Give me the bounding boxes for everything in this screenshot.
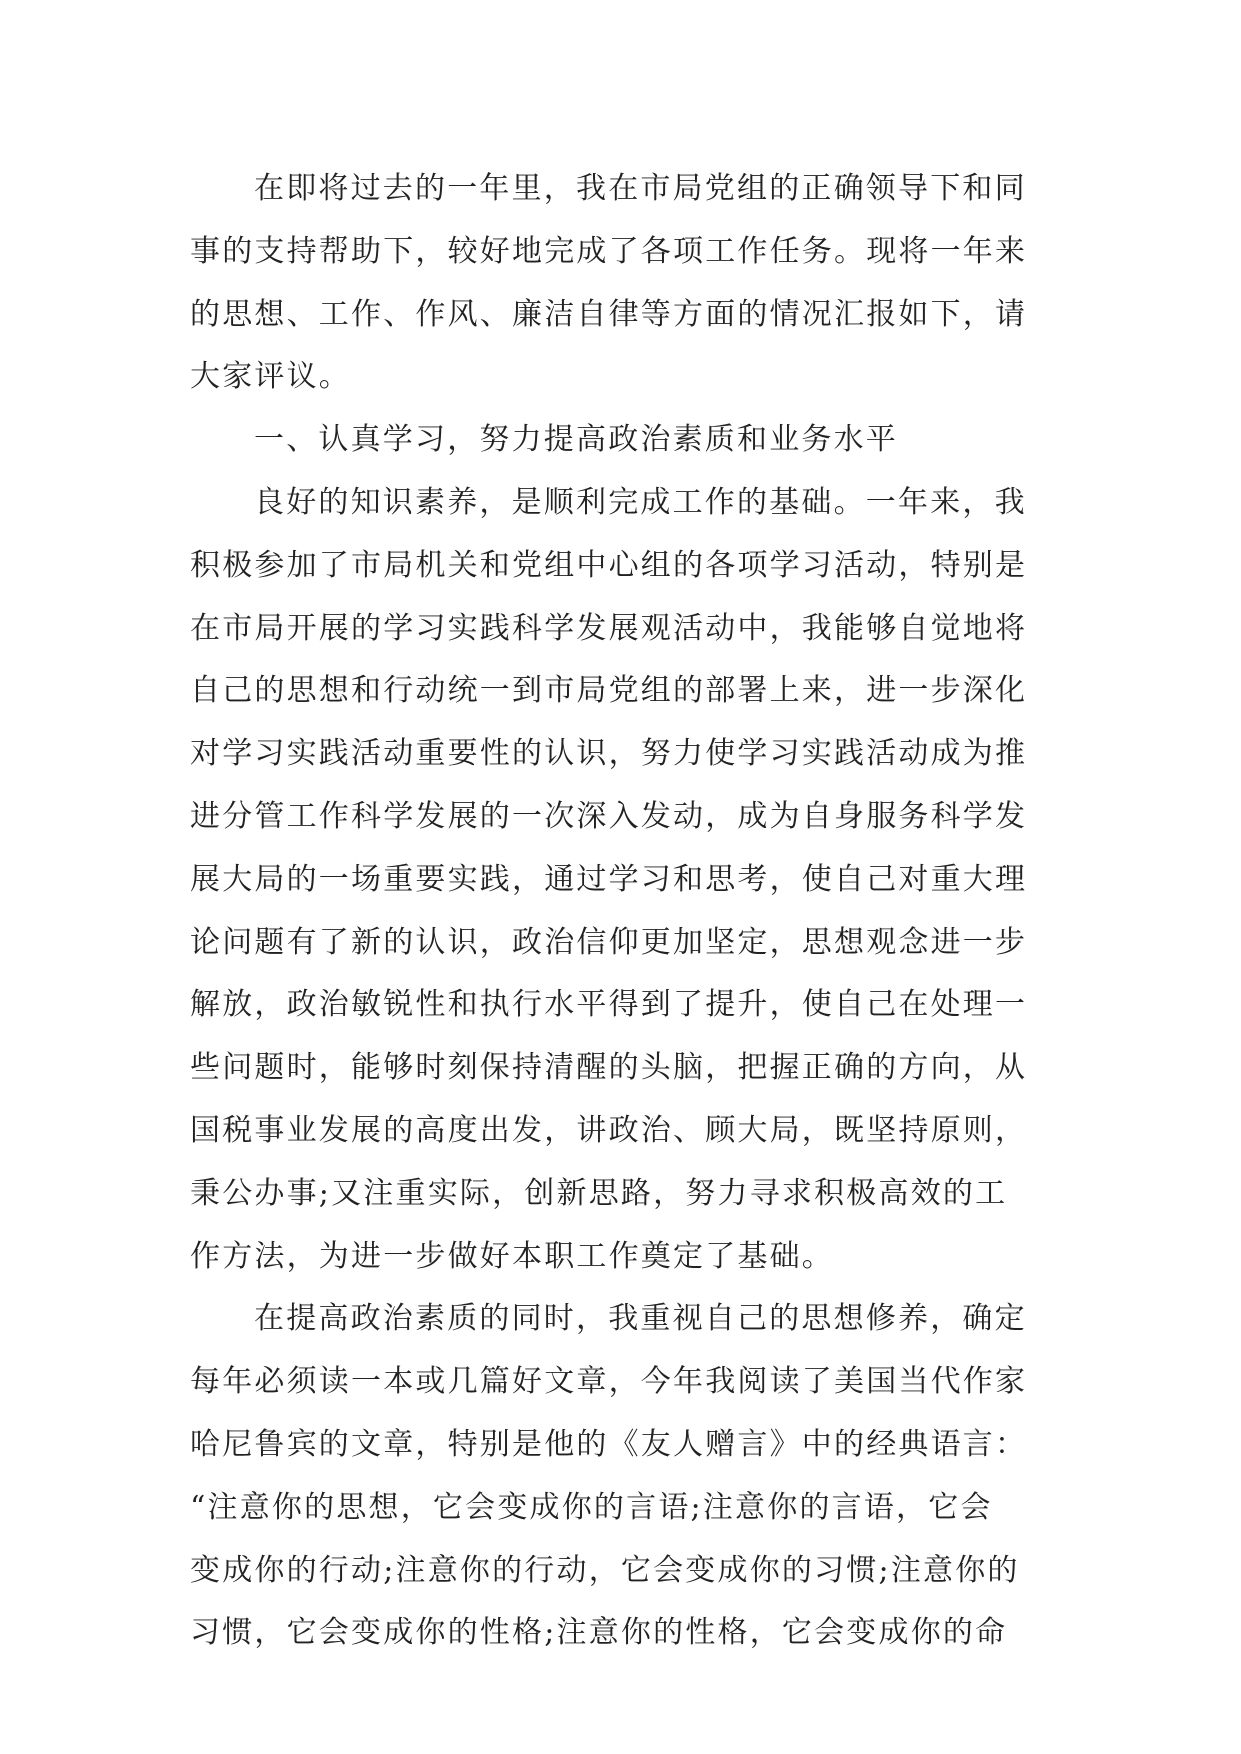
paragraph-intro-line: 在即将过去的一年里，我在市局党组的正确领导下和同 [254,171,1027,206]
document-body [190,158,1080,1665]
paragraph-study-line: 解放，政治敏锐性和执行水平得到了提升，使自己在处理一 [190,987,1028,1023]
paragraph-cultivation-line: “注意你的思想，它会变成你的言语;注意你的言语，它会 [190,1489,993,1525]
paragraph-study-line: 展大局的一场重要实践，通过学习和思考，使自己对重大理 [190,861,1028,897]
paragraph-cultivation-line: 每年必须读一本或几篇好文章，今年我阅读了美国当代作家 [190,1364,1028,1400]
paragraph-study-line: 积极参加了市局机关和党组中心组的各项学习活动，特别是 [190,547,1028,583]
paragraph-study-line: 国税事业发展的高度出发，讲政治、顾大局，既坚持原则， [190,1112,1028,1148]
paragraph-study-line: 良好的知识素养，是顺利完成工作的基础。一年来，我 [254,484,1027,520]
paragraph-cultivation-line: 变成你的行动;注意你的行动，它会变成你的习惯;注意你的 [190,1552,1020,1588]
paragraph-study-line: 些问题时，能够时刻保持清醒的头脑，把握正确的方向，从 [190,1050,1028,1086]
paragraph-study-line: 秉公办事;又注重实际，创新思路，努力寻求积极高效的工 [190,1175,1008,1211]
paragraph-study-line: 对学习实践活动重要性的认识，努力使学习实践活动成为推 [190,736,1028,772]
section-heading: 一、认真学习，努力提高政治素质和业务水平 [254,422,898,458]
paragraph-study-line: 自己的思想和行动统一到市局党组的部署上来，进一步深化 [190,673,1028,709]
paragraph-cultivation-line: 在提高政治素质的同时，我重视自己的思想修养，确定 [254,1301,1027,1337]
paragraph-intro-line: 的思想、工作、作风、廉洁自律等方面的情况汇报如下，请 [190,296,1028,332]
paragraph-study-line: 进分管工作科学发展的一次深入发动，成为自身服务科学发 [190,798,1028,834]
paragraph-intro-line: 事的支持帮助下，较好地完成了各项工作任务。现将一年来 [190,233,1028,269]
paragraph-study-line: 作方法，为进一步做好本职工作奠定了基础。 [190,1238,834,1274]
paragraph-cultivation-line: 哈尼鲁宾的文章，特别是他的《友人赠言》中的经典语言： [190,1426,1028,1462]
paragraph-intro-line: 大家评议。 [190,359,351,395]
paragraph-study-line: 论问题有了新的认识，政治信仰更加坚定，思想观念进一步 [190,924,1028,960]
paragraph-cultivation-line: 习惯，它会变成你的性格;注意你的性格，它会变成你的命 [190,1615,1008,1651]
paragraph-study-line: 在市局开展的学习实践科学发展观活动中，我能够自觉地将 [190,610,1028,646]
